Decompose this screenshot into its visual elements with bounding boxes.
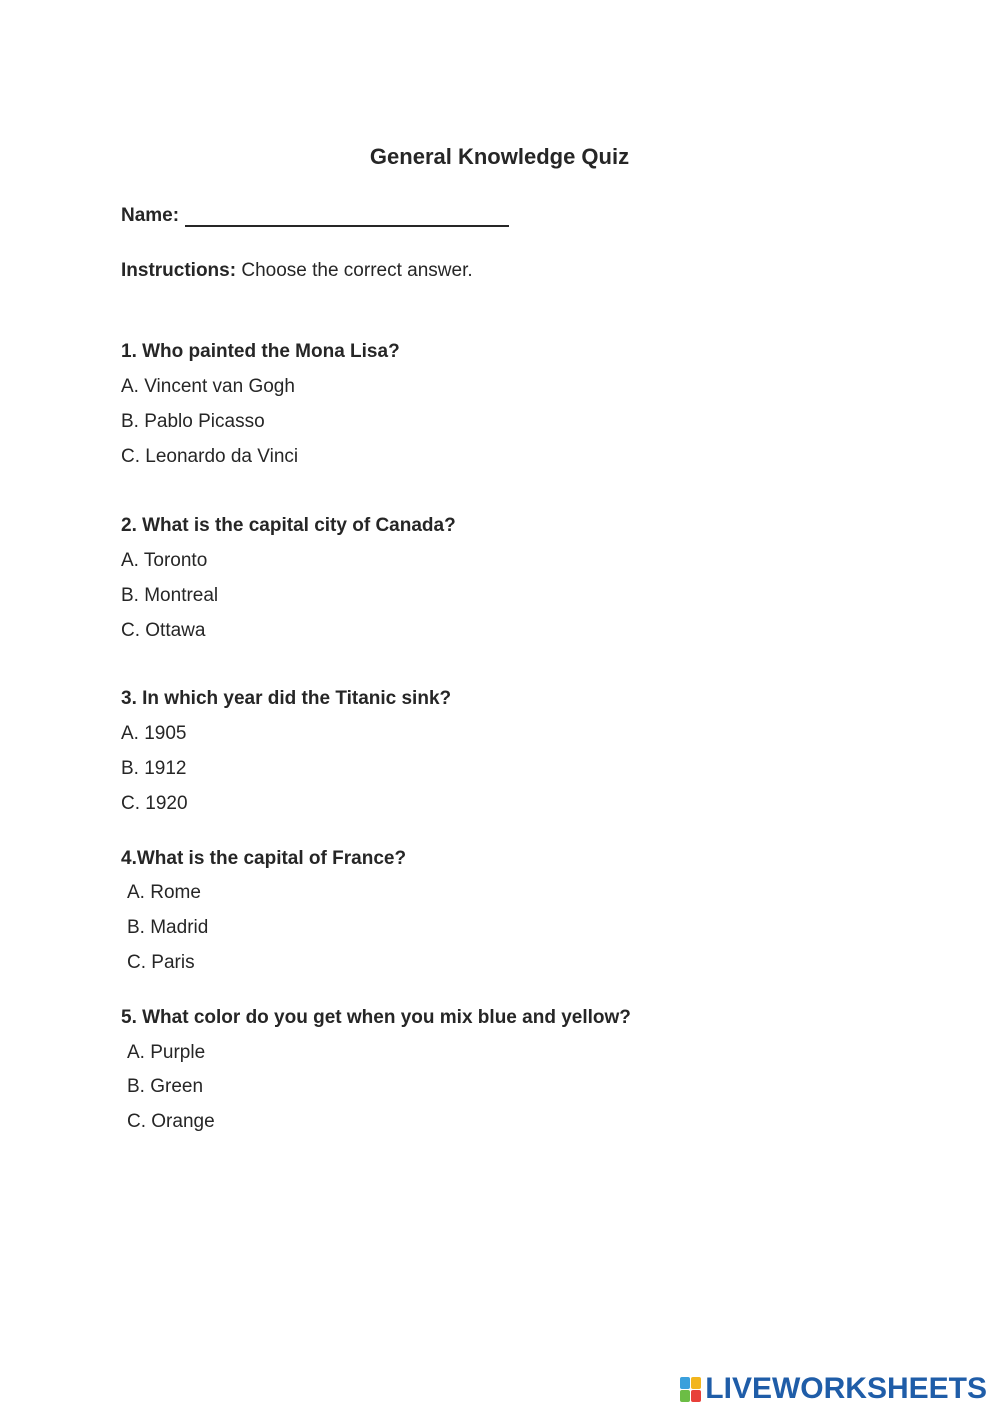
question-1-option-b[interactable]: B. Pablo Picasso [121,411,265,432]
question-2-option-a[interactable]: A. Toronto [121,550,208,571]
question-4: 4.What is the capital of France? [121,848,407,869]
question-3: 3. In which year did the Titanic sink? [121,688,452,709]
question-4-option-b[interactable]: B. Madrid [127,917,209,938]
question-5: 5. What color do you get when you mix blue and yellow? [121,1007,631,1028]
liveworksheets-logo-text: LIVEWORKSHEETS [705,1372,987,1405]
question-2-option-b[interactable]: B. Montreal [121,585,219,606]
instructions-label: Instructions: [121,260,237,281]
question-3-option-b[interactable]: B. 1912 [121,758,187,779]
name-blank-line[interactable] [185,207,509,227]
question-5-option-a[interactable]: A. Purple [127,1042,206,1063]
name-label: Name: [121,205,180,226]
question-1-option-a[interactable]: A. Vincent van Gogh [121,376,295,397]
question-5-option-b[interactable]: B. Green [127,1076,204,1097]
question-3-option-c[interactable]: C. 1920 [121,793,188,814]
question-5-option-c[interactable]: C. Orange [127,1111,215,1132]
question-4-option-c[interactable]: C. Paris [127,952,195,973]
name-field-row [121,205,509,227]
question-2: 2. What is the capital city of Canada? [121,515,456,536]
page-title: General Knowledge Quiz [369,144,630,169]
question-1: 1. Who painted the Mona Lisa? [121,341,400,362]
question-1-option-c[interactable]: C. Leonardo da Vinci [121,446,299,467]
question-4-option-a[interactable]: A. Rome [127,882,201,903]
liveworksheets-logo-icon [680,1377,701,1402]
instructions [121,260,473,282]
question-3-option-a[interactable]: A. 1905 [121,723,187,744]
question-2-option-c[interactable]: C. Ottawa [121,620,206,641]
instructions-text: Choose the correct answer. [241,260,473,281]
liveworksheets-logo [680,1372,987,1406]
